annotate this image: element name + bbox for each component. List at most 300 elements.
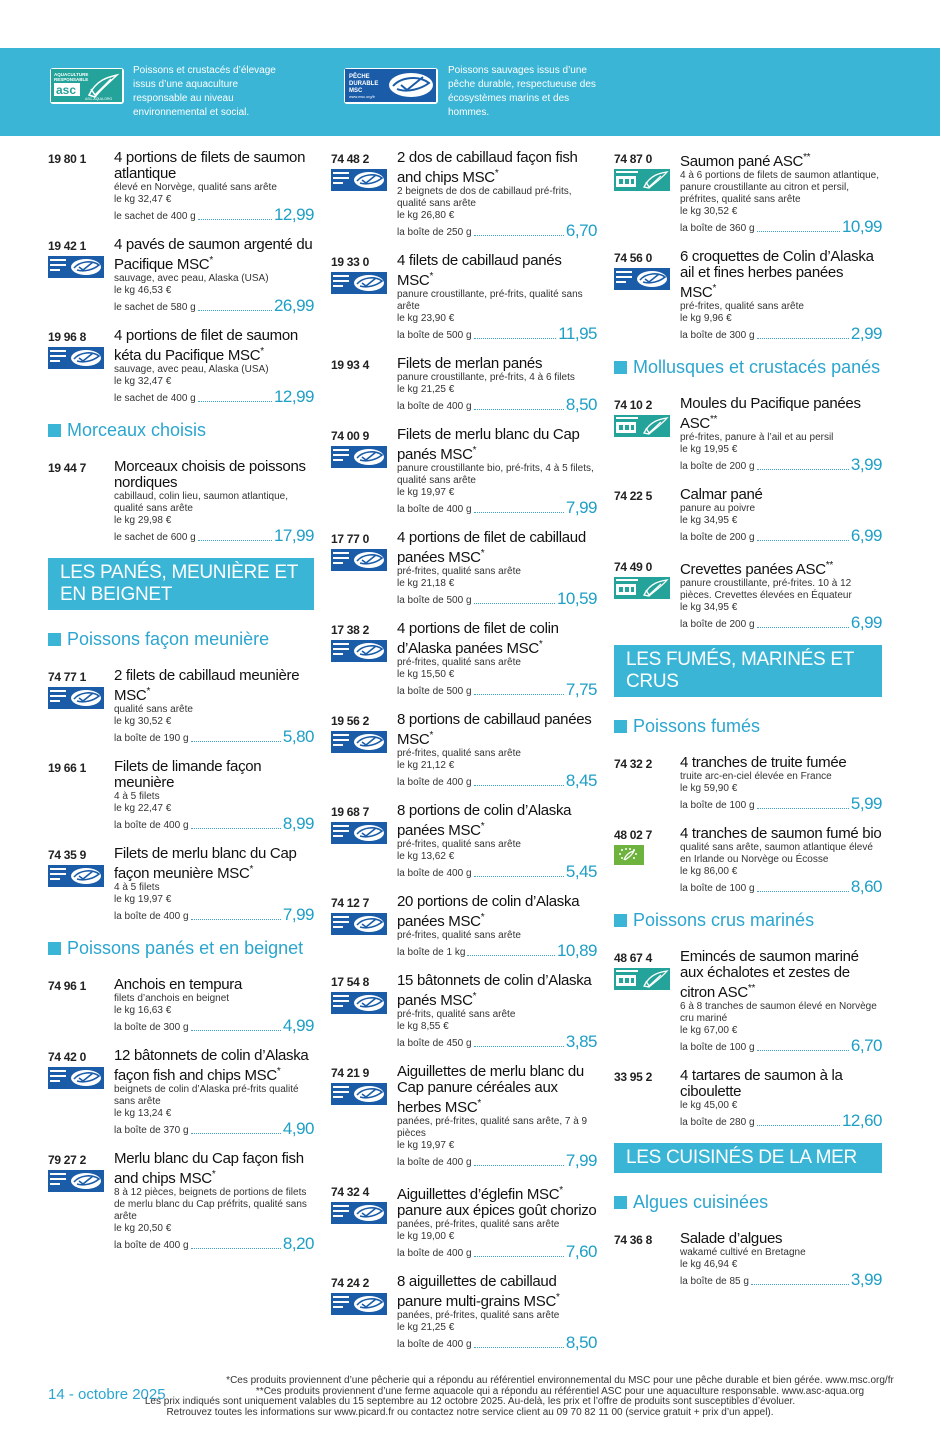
product-name: 2 dos de cabillaud façon fish and chips MSC* <box>397 149 578 186</box>
asterisk-mark: * <box>712 283 717 294</box>
asterisk-mark: * <box>556 1292 560 1303</box>
price-per-kg: le kg 20,50 € <box>114 1223 172 1234</box>
price-line <box>114 728 314 745</box>
price-line <box>114 527 314 544</box>
asterisk-mark: * <box>538 639 543 650</box>
footer-line: Les prix indiqués sont uniquement valables du 15 septembre au 12 octobre 2025. Au-delà, les prix et l’offre de produits sont susceptibles d’évoluer. <box>144 1396 796 1407</box>
price-per-kg: le kg 32,47 € <box>114 194 172 205</box>
price-line <box>680 614 882 631</box>
square-bullet-icon <box>614 1196 627 1209</box>
dotted-leader <box>757 469 849 470</box>
msc-label-icon <box>48 1067 104 1089</box>
price: 3,99 <box>850 455 882 474</box>
product-item <box>331 530 597 607</box>
package-size: la boîte de 300 g <box>680 330 755 341</box>
price-line <box>397 396 597 413</box>
product-code: 79 27 2 <box>48 1153 86 1167</box>
subsection-heading: Poissons crus marinés <box>614 909 882 931</box>
dotted-leader <box>757 540 849 541</box>
price-per-kg: le kg 34,95 € <box>680 602 738 613</box>
msc-label-icon <box>331 1083 387 1105</box>
product-item <box>614 755 882 812</box>
label-legend-band <box>0 48 940 136</box>
product-item <box>48 846 314 923</box>
product-item <box>331 150 597 239</box>
price: 10,59 <box>556 589 597 608</box>
product-code: 17 77 0 <box>331 532 369 546</box>
column-2 <box>331 150 597 1365</box>
asterisk-mark: * <box>480 912 485 923</box>
product-description: 2 beignets de dos de cabillaud pré-frits, qualité sans arête <box>397 186 572 209</box>
product-item <box>331 253 597 342</box>
price: 6,70 <box>850 1036 882 1055</box>
product-item <box>614 487 882 544</box>
product-name: Calmar pané <box>680 486 763 503</box>
product-item <box>48 237 314 314</box>
product-description: panure croustillante bio, pré-frits, 4 à 5 filets, qualité sans arête <box>397 463 594 486</box>
price-line <box>680 1271 882 1288</box>
asc-legend-text: Poissons et crustacés d’élevage issus d’une aquaculture responsable au niveau environnemental et social. <box>133 65 276 118</box>
product-description: panure croustillante, pré-frits, qualité sans arête <box>397 289 583 312</box>
price-line <box>397 863 597 880</box>
msc-label <box>331 1293 387 1315</box>
dotted-leader <box>474 512 564 513</box>
product-name: 4 portions de filet de cabillaud panées MSC* <box>397 529 586 566</box>
asterisk-mark: ** <box>709 414 718 425</box>
dotted-leader <box>757 808 849 809</box>
square-bullet-icon <box>48 633 61 646</box>
product-description: 4 à 5 filets <box>114 791 160 802</box>
msc-label-icon <box>48 865 104 887</box>
dotted-leader <box>757 231 840 232</box>
price: 6,70 <box>565 221 597 240</box>
product-name: Filets de merlu blanc du Cap façon meunière MSC* <box>114 845 297 882</box>
product-item <box>48 1151 314 1252</box>
msc-label-icon <box>48 1170 104 1192</box>
price-per-kg: le kg 26,80 € <box>397 210 455 221</box>
price-line <box>680 795 882 812</box>
subsection-heading: Morceaux choisis <box>48 419 314 441</box>
product-item <box>331 1183 597 1260</box>
section-banner: LES CUISINÉS DE LA MER <box>614 1143 882 1173</box>
product-code: 74 77 1 <box>48 670 86 684</box>
msc-label <box>331 549 387 571</box>
price-line <box>680 456 882 473</box>
price-line <box>397 942 597 959</box>
package-size: la boîte de 450 g <box>397 1038 472 1049</box>
price-per-kg: le kg 23,90 € <box>397 313 455 324</box>
product-name: Aiguillettes d’églefin MSC* panure aux épices goût chorizo <box>397 1185 597 1219</box>
dotted-leader <box>198 401 272 402</box>
price-per-kg: le kg 45,00 € <box>680 1100 738 1111</box>
product-code: 19 80 1 <box>48 152 86 166</box>
page-number: 14 - octobre 2025 <box>48 1386 166 1403</box>
asterisk-mark: * <box>480 548 485 559</box>
package-size: la boîte de 500 g <box>397 686 472 697</box>
price-per-kg: le kg 21,12 € <box>397 760 455 771</box>
asterisk-mark: * <box>480 821 485 832</box>
dotted-leader <box>474 235 564 236</box>
dotted-leader <box>757 891 849 892</box>
product-name: 4 portions de filets de saumon atlantique <box>114 149 306 182</box>
product-name: Morceaux choisis de poissons nordiques <box>114 458 306 491</box>
price-line <box>397 1243 597 1260</box>
product-name: Filets de limande façon meunière <box>114 758 262 791</box>
square-bullet-icon <box>614 914 627 927</box>
column-1 <box>48 150 314 1266</box>
msc-label <box>331 272 387 294</box>
price-per-kg: le kg 86,00 € <box>680 866 738 877</box>
dotted-leader <box>474 1347 564 1348</box>
asc-label-icon <box>614 415 670 437</box>
dotted-leader <box>467 955 555 956</box>
dotted-leader <box>191 741 281 742</box>
price-per-kg: le kg 19,95 € <box>680 444 738 455</box>
asterisk-mark: * <box>260 346 264 357</box>
product-code: 33 95 2 <box>614 1070 652 1084</box>
product-name: 2 filets de cabillaud meunière MSC* <box>114 667 300 704</box>
price: 8,45 <box>565 771 597 790</box>
package-size: la boîte de 400 g <box>397 1339 472 1350</box>
package-size: la boîte de 100 g <box>680 800 755 811</box>
price-line <box>397 499 597 516</box>
dotted-leader <box>757 1125 840 1126</box>
package-size: le sachet de 400 g <box>114 211 196 222</box>
square-bullet-icon <box>614 720 627 733</box>
product-code: 19 68 7 <box>331 805 369 819</box>
asterisk-mark: * <box>494 168 499 179</box>
package-size: la boîte de 400 g <box>114 1240 189 1251</box>
dotted-leader <box>474 603 555 604</box>
product-code: 48 02 7 <box>614 828 652 842</box>
product-code: 19 66 1 <box>48 761 86 775</box>
product-description: pré-frites, panure à l’ail et au persil <box>680 432 834 443</box>
price-line <box>397 772 597 789</box>
product-description: 4 à 5 filets <box>114 882 160 893</box>
product-code: 74 49 0 <box>614 560 652 574</box>
product-name: 4 filets de cabillaud panés MSC* <box>397 252 562 289</box>
msc-label-icon <box>331 1293 387 1315</box>
dotted-leader <box>198 540 272 541</box>
dotted-leader <box>474 876 564 877</box>
product-description: panées, pré-frites, qualité sans arête <box>397 1310 560 1321</box>
msc-label <box>331 731 387 753</box>
product-item <box>48 977 314 1034</box>
asc-logo-icon <box>51 69 122 102</box>
dotted-leader <box>474 409 564 410</box>
product-code: 19 42 1 <box>48 239 86 253</box>
price-per-kg: le kg 59,90 € <box>680 783 738 794</box>
price: 10,99 <box>841 217 882 236</box>
product-code: 74 12 7 <box>331 896 369 910</box>
asterisk-mark: * <box>276 1066 281 1077</box>
product-item <box>331 803 597 880</box>
product-item <box>331 1064 597 1169</box>
asterisk-mark: * <box>429 730 434 741</box>
msc-label-icon <box>48 347 104 369</box>
price: 7,99 <box>282 905 314 924</box>
asc-label <box>614 577 670 599</box>
msc-label <box>331 822 387 844</box>
price-line <box>397 325 597 342</box>
dotted-leader <box>191 1248 281 1249</box>
svg-text:www.msc.org/fr: www.msc.org/fr <box>349 95 375 99</box>
product-description: panure au poivre <box>680 503 756 514</box>
product-name: 6 croquettes de Colin d’Alaska ail et fines herbes panées MSC* <box>680 248 874 301</box>
dotted-leader <box>474 338 557 339</box>
package-size: la boîte de 190 g <box>114 733 189 744</box>
asterisk-mark: * <box>559 1185 563 1196</box>
product-name: Filets de merlu blanc du Cap panés MSC* <box>397 426 580 463</box>
price-per-kg: le kg 9,96 € <box>680 313 732 324</box>
price-line <box>680 325 882 342</box>
product-description: élevé en Norvège, qualité sans arête <box>114 182 277 193</box>
price-per-kg: le kg 29,98 € <box>114 515 172 526</box>
price-per-kg: le kg 19,97 € <box>397 1140 455 1151</box>
package-size: le sachet de 600 g <box>114 532 196 543</box>
price: 7,99 <box>565 498 597 517</box>
price-per-kg: le kg 13,24 € <box>114 1108 172 1119</box>
msc-label <box>614 268 670 290</box>
package-size: la boîte de 85 g <box>680 1276 749 1287</box>
price-per-kg: le kg 19,97 € <box>397 487 455 498</box>
eu-organic-leaf-icon <box>614 845 644 865</box>
msc-label <box>48 256 104 278</box>
price: 12,60 <box>841 1111 882 1130</box>
product-description: pré-frites, qualité sans arête <box>397 748 521 759</box>
section-banner: LES PANÉS, MEUNIÈRE ET EN BEIGNET <box>48 558 314 610</box>
product-name: 4 pavés de saumon argenté du Pacifique MSC* <box>114 236 313 273</box>
subsection-heading: Mollusques et crustacés panés <box>614 356 882 378</box>
price-line <box>680 527 882 544</box>
product-item <box>331 427 597 516</box>
price-per-kg: le kg 13,62 € <box>397 851 455 862</box>
package-size: la boîte de 400 g <box>114 911 189 922</box>
msc-logo <box>344 68 438 104</box>
asterisk-mark: * <box>211 1169 216 1180</box>
product-code: 74 32 2 <box>614 757 652 771</box>
product-item <box>614 826 882 895</box>
price-per-kg: le kg 15,50 € <box>397 669 455 680</box>
product-code: 19 96 8 <box>48 330 86 344</box>
price: 8,50 <box>565 1333 597 1352</box>
product-item <box>331 894 597 959</box>
price-per-kg: le kg 21,25 € <box>397 1322 455 1333</box>
product-item <box>48 150 314 223</box>
price-per-kg: le kg 34,95 € <box>680 515 738 526</box>
product-description: sauvage, avec peau, Alaska (USA) <box>114 364 269 375</box>
product-name: 8 portions de cabillaud panées MSC* <box>397 711 592 748</box>
product-description: 8 à 12 pièces, beignets de portions de filets de merlu blanc du Cap préfrits, qualité sans arête <box>114 1187 307 1222</box>
asterisk-mark: * <box>429 271 434 282</box>
product-description: pré-frites, qualité sans arête <box>397 657 521 668</box>
product-item <box>48 668 314 745</box>
product-item <box>48 328 314 405</box>
price: 5,99 <box>850 794 882 813</box>
package-size: la boîte de 370 g <box>114 1125 189 1136</box>
msc-label-icon <box>614 268 670 290</box>
product-item <box>48 1048 314 1137</box>
package-size: la boîte de 400 g <box>397 1157 472 1168</box>
asterisk-mark: * <box>477 1098 481 1109</box>
product-code: 74 21 9 <box>331 1066 369 1080</box>
msc-label <box>331 1083 387 1105</box>
price: 12,99 <box>273 205 314 224</box>
msc-logo-icon <box>345 69 436 102</box>
package-size: le sachet de 580 g <box>114 302 196 313</box>
price: 10,89 <box>556 941 597 960</box>
price: 2,99 <box>850 324 882 343</box>
product-name: Merlu blanc du Cap façon fish and chips MSC* <box>114 1150 304 1187</box>
product-code: 74 32 4 <box>331 1185 369 1199</box>
msc-label-icon <box>331 446 387 468</box>
product-description: 4 à 6 portions de filets de saumon atlantique, panure croustillante au citron et persil, préfrites, qualité sans arête <box>680 170 880 205</box>
square-bullet-icon <box>48 942 61 955</box>
price-per-kg: le kg 19,00 € <box>397 1231 455 1242</box>
price: 6,99 <box>850 613 882 632</box>
product-item <box>614 1231 882 1288</box>
svg-text:DURABLE: DURABLE <box>349 81 379 87</box>
msc-label-icon <box>331 731 387 753</box>
product-code: 74 56 0 <box>614 251 652 265</box>
product-description: wakamé cultivé en Bretagne <box>680 1247 806 1258</box>
bio-label <box>614 845 670 867</box>
price-per-kg: le kg 8,55 € <box>397 1021 449 1032</box>
price: 3,99 <box>850 1270 882 1289</box>
column-3 <box>614 150 882 1302</box>
product-item <box>614 249 882 342</box>
msc-label-icon <box>48 256 104 278</box>
product-description: beignets de colin d’Alaska pré-frits qualité sans arête <box>114 1084 299 1107</box>
product-description: panure croustillante, pré-frits, 4 à 6 filets <box>397 372 575 383</box>
product-code: 74 10 2 <box>614 398 652 412</box>
product-name: 4 tranches de saumon fumé bio <box>680 825 882 842</box>
product-item <box>48 459 314 544</box>
footer-line: **Ces produits proviennent d’une ferme aquacole qui a répondu au référentiel ASC pour une aquaculture responsable. www.asc-aqua.org <box>255 1385 865 1397</box>
msc-label-icon <box>331 640 387 662</box>
price-line <box>680 218 882 235</box>
product-code: 19 33 0 <box>331 255 369 269</box>
product-name: Moules du Pacifique panées ASC** <box>680 395 861 432</box>
price-line <box>680 1112 882 1129</box>
product-description: pré-frites, qualité sans arête <box>397 839 521 850</box>
price: 11,95 <box>558 324 597 343</box>
msc-label-icon <box>331 272 387 294</box>
product-code: 19 44 7 <box>48 461 86 475</box>
product-description: pré-frites, qualité sans arête <box>397 566 521 577</box>
price-line <box>114 297 314 314</box>
package-size: la boîte de 360 g <box>680 223 755 234</box>
asterisk-mark: * <box>249 864 254 875</box>
product-code: 17 54 8 <box>331 975 369 989</box>
asc-label <box>614 415 670 437</box>
price-per-kg: le kg 46,53 € <box>114 285 172 296</box>
product-code: 74 22 5 <box>614 489 652 503</box>
product-description: truite arc-en-ciel élevée en France <box>680 771 832 782</box>
square-bullet-icon <box>614 361 627 374</box>
subsection-heading: Algues cuisinées <box>614 1191 882 1213</box>
price: 17,99 <box>273 526 314 545</box>
product-name: Emincés de saumon mariné aux échalotes et zestes de citron ASC** <box>680 948 859 1001</box>
msc-label <box>48 865 104 887</box>
subsection-heading: Poissons panés et en beignet <box>48 937 314 959</box>
package-size: la boîte de 100 g <box>680 1042 755 1053</box>
product-description: pré-frites, qualité sans arête <box>397 930 521 941</box>
product-code: 74 96 1 <box>48 979 86 993</box>
product-name: Anchois en tempura <box>114 976 243 993</box>
dotted-leader <box>198 310 272 311</box>
price-line <box>397 222 597 239</box>
msc-label-icon <box>48 687 104 709</box>
price: 12,99 <box>273 387 314 406</box>
product-name: 4 tartares de saumon à la ciboulette <box>680 1067 843 1100</box>
product-item <box>614 1068 882 1129</box>
product-description: cabillaud, colin lieu, saumon atlantique, qualité sans arête <box>114 491 288 514</box>
svg-text:AQUACULTURE: AQUACULTURE <box>54 72 89 77</box>
product-description: sauvage, avec peau, Alaska (USA) <box>114 273 269 284</box>
dotted-leader <box>474 694 564 695</box>
product-code: 19 56 2 <box>331 714 369 728</box>
product-description: filets d’anchois en beignet <box>114 993 230 1004</box>
price-line <box>114 1120 314 1137</box>
dotted-leader <box>474 1046 564 1047</box>
asc-label-icon <box>614 169 670 191</box>
asterisk-mark: * <box>209 255 213 266</box>
dotted-leader <box>198 219 272 220</box>
subsection-heading: Poissons fumés <box>614 715 882 737</box>
price-per-kg: le kg 19,97 € <box>114 894 172 905</box>
product-name: Saumon pané ASC** <box>680 152 811 170</box>
package-size: la boîte de 400 g <box>397 504 472 515</box>
product-name: Salade d’algues <box>680 1230 783 1247</box>
package-size: la boîte de 280 g <box>680 1117 755 1128</box>
msc-legend-text: Poissons sauvages issus d’une pêche durable, respectueuse des écosystèmes marins et des hommes. <box>448 65 596 118</box>
price-per-kg: le kg 21,18 € <box>397 578 455 589</box>
msc-label <box>48 687 104 709</box>
product-item <box>48 759 314 832</box>
svg-text:MSC: MSC <box>349 88 363 94</box>
svg-text:PÊCHE: PÊCHE <box>349 74 370 80</box>
product-name: 20 portions de colin d’Alaska panées MSC* <box>397 893 580 930</box>
package-size: la boîte de 200 g <box>680 532 755 543</box>
msc-label <box>331 913 387 935</box>
product-name: Filets de merlan panés <box>397 355 543 372</box>
price-line <box>114 1235 314 1252</box>
dotted-leader <box>474 1165 564 1166</box>
dotted-leader <box>191 919 281 920</box>
msc-label <box>48 1067 104 1089</box>
package-size: la boîte de 500 g <box>397 330 472 341</box>
product-code: 74 87 0 <box>614 152 652 166</box>
product-item <box>614 396 882 473</box>
dotted-leader <box>474 1256 564 1257</box>
product-description: pré-frites, qualité sans arête <box>680 301 804 312</box>
product-item <box>614 558 882 631</box>
product-name: 12 bâtonnets de colin d’Alaska façon fish and chips MSC* <box>114 1047 309 1084</box>
package-size: la boîte de 400 g <box>397 401 472 412</box>
price-per-kg: le kg 21,25 € <box>397 384 455 395</box>
msc-label-icon <box>331 822 387 844</box>
package-size: la boîte de 200 g <box>680 619 755 630</box>
asterisk-mark: * <box>472 445 477 456</box>
msc-label-icon <box>331 169 387 191</box>
dotted-leader <box>751 1284 849 1285</box>
price-line <box>397 1152 597 1169</box>
asterisk-mark: ** <box>803 152 811 163</box>
price: 6,99 <box>850 526 882 545</box>
product-name: Aiguillettes de merlu blanc du Cap panure céréales aux herbes MSC* <box>397 1063 584 1116</box>
product-item <box>331 621 597 698</box>
